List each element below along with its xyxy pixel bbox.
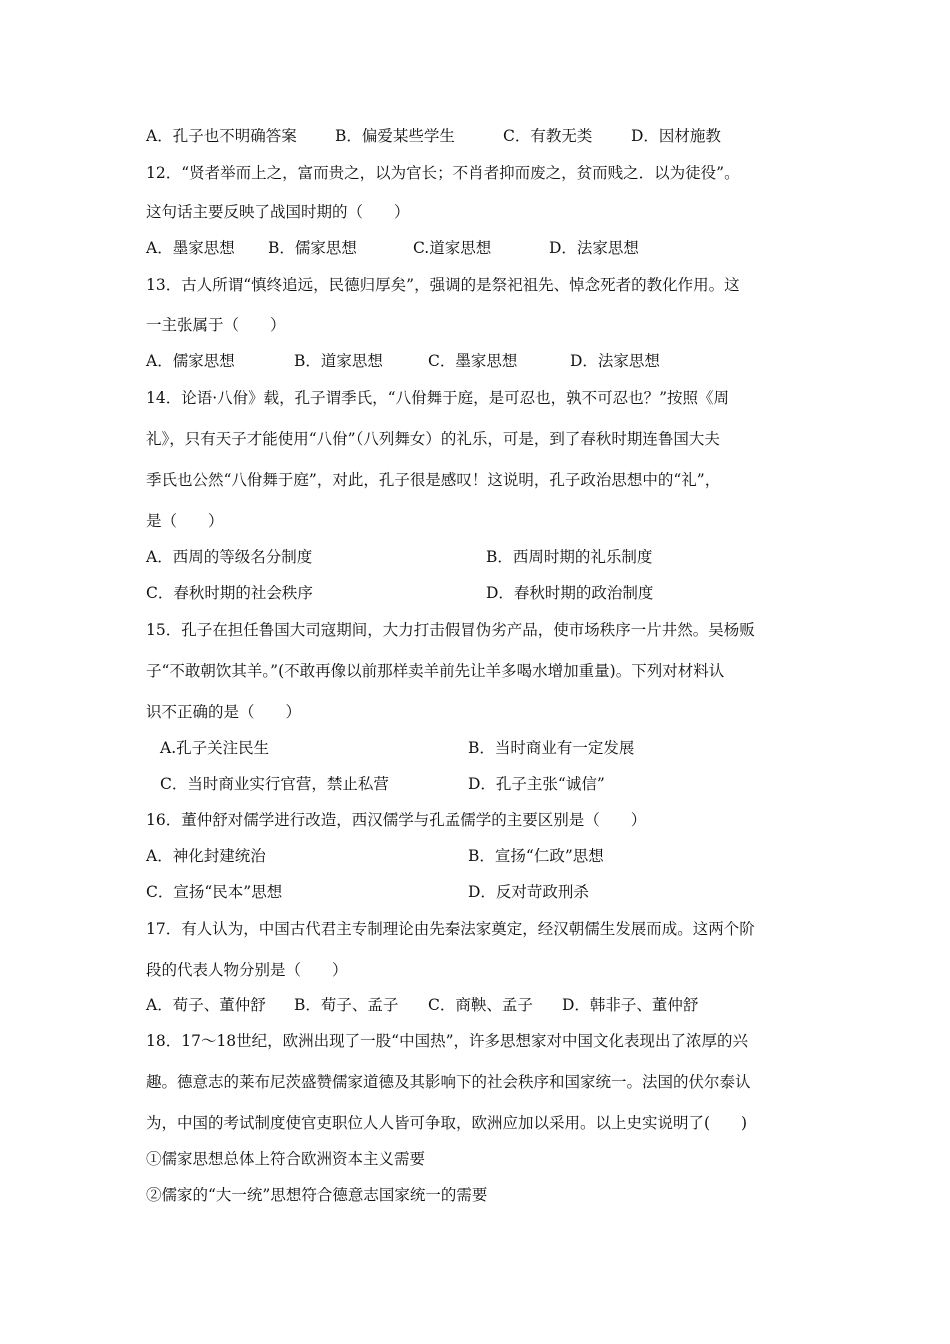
q13-stem-line2: 一主张属于（ ） <box>146 316 286 334</box>
q13-option-c: C．墨家思想 <box>428 352 518 370</box>
q14-option-a: A．西周的等级名分制度 <box>146 548 313 566</box>
q18-stem-line3: 为，中国的考试制度使官吏职位人人皆可争取，欧洲应加以采用。以上史实说明了( ) <box>146 1114 748 1132</box>
q15-options-row2 <box>146 777 826 795</box>
q13-options <box>146 354 826 372</box>
q18-stem-line2: 趣。德意志的莱布尼茨盛赞儒家道德及其影响下的社会秩序和国家统一。法国的伏尔泰认 <box>146 1073 751 1091</box>
q14-stem-line2: 礼》，只有天子才能使用“八佾”（八列舞女）的礼乐，可是，到了春秋时期连鲁国大夫 <box>146 430 720 448</box>
q16-option-d: D．反对苛政刑杀 <box>468 883 589 901</box>
q15-stem-line1: 15．孔子在担任鲁国大司寇期间，大力打击假冒伪劣产品，使市场秩序一片井然。吴杨贩 <box>146 621 755 639</box>
q17-stem-line2: 段的代表人物分别是（ ） <box>146 961 348 979</box>
q16-options-row1 <box>146 849 826 867</box>
q15-option-d: D．孔子主张“诚信” <box>468 775 605 793</box>
q12-option-a: A．墨家思想 <box>146 239 235 257</box>
q13-option-d: D．法家思想 <box>570 352 660 370</box>
q15-option-a: A.孔子关注民生 <box>160 739 270 757</box>
q15-stem-line3: 识不正确的是（ ） <box>146 703 302 721</box>
q16-option-c: C．宣扬“民本”思想 <box>146 883 283 901</box>
q15-stem-line2: 子“不敢朝饮其羊。”(不敢再像以前那样卖羊前先让羊多喝水增加重量)。下列对材料认 <box>146 662 725 680</box>
q12-option-c: C.道家思想 <box>413 239 492 257</box>
q13-stem-line1: 13．古人所谓“慎终追远，民德归厚矣”，强调的是祭祀祖先、悼念死者的教化作用。这 <box>146 276 740 294</box>
q16-options-row2 <box>146 885 826 903</box>
q16-option-a: A．神化封建统治 <box>146 847 266 865</box>
q12-stem-line1: 12．“贤者举而上之，富而贵之，以为官长；不肖者抑而废之，贫而贱之．以为徒役”。 <box>146 164 740 182</box>
q15-options-row1 <box>146 741 826 759</box>
q12-option-d: D．法家思想 <box>549 239 639 257</box>
q18-stem-line1: 18．17～18世纪，欧洲出现了一股“中国热”，许多思想家对中国文化表现出了浓厚的兴 <box>146 1032 749 1050</box>
q15-option-c: C．当时商业实行官营，禁止私营 <box>160 775 389 793</box>
q14-stem-line1: 14．论语·八佾》载，孔子谓季氏，“八佾舞于庭，是可忍也，孰不可忍也？”按照《周 <box>146 389 730 407</box>
q17-option-a: A．荀子、董仲舒 <box>146 996 266 1014</box>
q12-option-b: B．儒家思想 <box>268 239 357 257</box>
q14-options-row2 <box>146 586 826 604</box>
q13-option-b: B．道家思想 <box>294 352 383 370</box>
q15-option-b: B．当时商业有一定发展 <box>468 739 635 757</box>
q14-option-b: B．西周时期的礼乐制度 <box>486 548 653 566</box>
q11-option-a: A．孔子也不明确答案 <box>146 127 297 145</box>
q11-option-b: B．偏爱某些学生 <box>335 127 455 145</box>
q11-option-c: C．有教无类 <box>503 127 593 145</box>
q17-options <box>146 998 826 1016</box>
q12-stem-line2: 这句话主要反映了战国时期的（ ） <box>146 203 410 221</box>
q11-options <box>146 129 826 147</box>
q11-option-d: D．因材施教 <box>631 127 721 145</box>
q17-option-d: D．韩非子、董仲舒 <box>562 996 699 1014</box>
q13-option-a: A．儒家思想 <box>146 352 235 370</box>
q16-option-b: B．宣扬“仁政”思想 <box>468 847 604 865</box>
q14-option-d: D．春秋时期的政治制度 <box>486 584 654 602</box>
q12-options <box>146 241 826 259</box>
q14-option-c: C．春秋时期的社会秩序 <box>146 584 313 602</box>
q18-item-2: ②儒家的“大一统”思想符合德意志国家统一的需要 <box>146 1186 488 1204</box>
q18-item-1: ①儒家思想总体上符合欧洲资本主义需要 <box>146 1150 426 1168</box>
q16-stem-line1: 16．董仲舒对儒学进行改造，西汉儒学与孔孟儒学的主要区别是（ ） <box>146 811 647 829</box>
q14-options-row1 <box>146 550 826 568</box>
q14-stem-line3: 季氏也公然“八佾舞于庭”，对此，孔子很是感叹！这说明，孔子政治思想中的“礼”， <box>146 471 721 489</box>
q17-option-b: B．荀子、孟子 <box>294 996 399 1014</box>
q17-option-c: C．商鞅、孟子 <box>428 996 533 1014</box>
q14-stem-line4: 是（ ） <box>146 512 224 530</box>
q17-stem-line1: 17．有人认为，中国古代君主专制理论由先秦法家奠定，经汉朝儒生发展而成。这两个阶 <box>146 920 755 938</box>
